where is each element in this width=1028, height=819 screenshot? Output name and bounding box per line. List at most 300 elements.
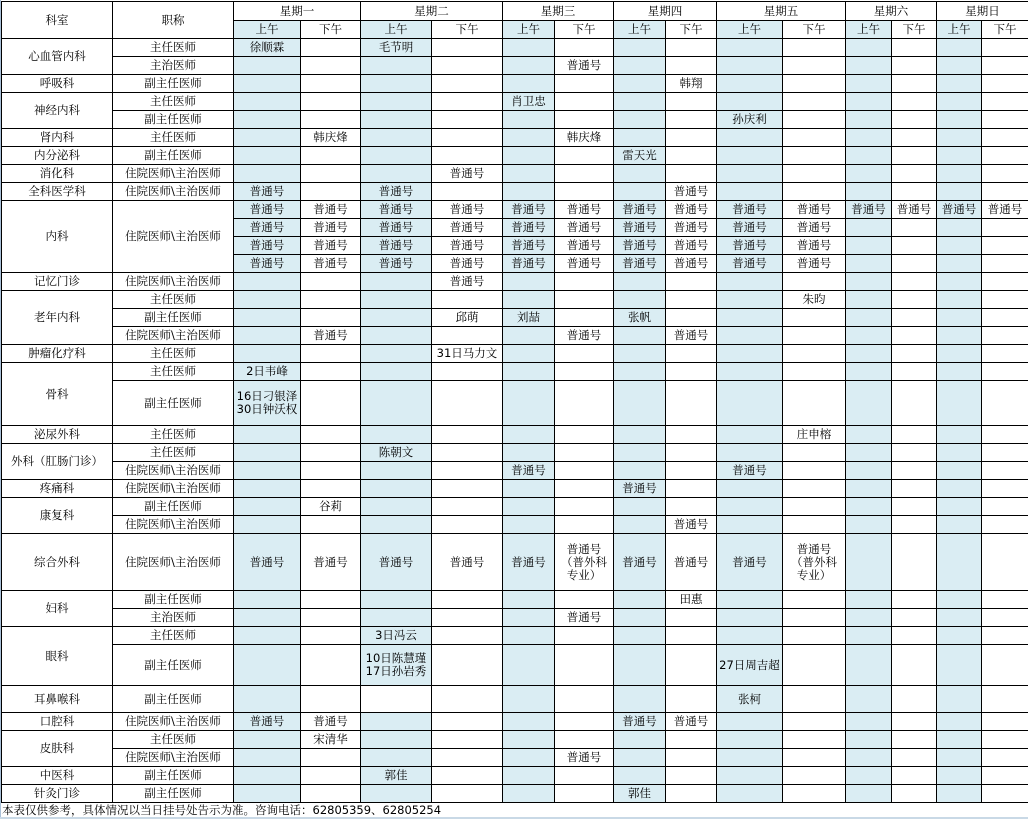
schedule-empty-cell	[892, 627, 937, 645]
schedule-entry: 普通号	[666, 237, 717, 255]
schedule-empty-cell	[717, 785, 783, 803]
table-row	[2, 767, 1028, 785]
table-row	[2, 201, 1028, 219]
header-am: 上午	[234, 21, 301, 39]
schedule-empty-cell	[937, 498, 982, 516]
schedule-entry: 普通号	[432, 534, 503, 591]
schedule-empty-cell	[937, 731, 982, 749]
schedule-empty-cell	[937, 627, 982, 645]
schedule-empty-cell	[666, 785, 717, 803]
table-row	[2, 609, 1028, 627]
schedule-entry: 普通号	[503, 534, 555, 591]
schedule-empty-cell	[432, 363, 503, 381]
schedule-empty-cell	[555, 93, 614, 111]
schedule-empty-cell	[846, 165, 892, 183]
schedule-entry: 普通号	[361, 201, 432, 219]
schedule-empty-cell	[783, 627, 846, 645]
schedule-table	[1, 1, 1028, 803]
schedule-empty-cell	[892, 273, 937, 291]
schedule-empty-cell	[666, 426, 717, 444]
title-cell: 住院医师\主治医师	[113, 749, 234, 767]
schedule-empty-cell	[301, 785, 361, 803]
schedule-empty-cell	[555, 75, 614, 93]
schedule-empty-cell	[717, 713, 783, 731]
schedule-empty-cell	[982, 462, 1028, 480]
schedule-empty-cell	[555, 309, 614, 327]
schedule-empty-cell	[432, 462, 503, 480]
schedule-empty-cell	[503, 129, 555, 147]
schedule-entry: 普通号	[503, 201, 555, 219]
dept-cell: 眼科	[2, 627, 113, 686]
table-row	[2, 785, 1028, 803]
schedule-empty-cell	[892, 749, 937, 767]
schedule-empty-cell	[614, 645, 666, 686]
schedule-empty-cell	[361, 291, 432, 309]
schedule-empty-cell	[982, 645, 1028, 686]
schedule-empty-cell	[982, 93, 1028, 111]
schedule-body	[2, 2, 1028, 803]
schedule-entry: 普通号	[982, 201, 1028, 219]
schedule-entry: 普通号	[301, 219, 361, 237]
schedule-entry: 普通号	[614, 201, 666, 219]
schedule-empty-cell	[361, 309, 432, 327]
schedule-empty-cell	[982, 39, 1028, 57]
schedule-empty-cell	[555, 165, 614, 183]
dept-cell: 内分泌科	[2, 147, 113, 165]
table-row	[2, 686, 1028, 713]
schedule-empty-cell	[666, 273, 717, 291]
schedule-empty-cell	[614, 291, 666, 309]
schedule-entry: 普通号	[783, 201, 846, 219]
schedule-empty-cell	[982, 111, 1028, 129]
schedule-empty-cell	[555, 462, 614, 480]
schedule-empty-cell	[937, 273, 982, 291]
schedule-entry: 韩庆烽	[555, 129, 614, 147]
schedule-empty-cell	[846, 444, 892, 462]
schedule-empty-cell	[555, 183, 614, 201]
schedule-empty-cell	[783, 498, 846, 516]
schedule-empty-cell	[503, 713, 555, 731]
schedule-empty-cell	[432, 645, 503, 686]
dept-cell: 记忆门诊	[2, 273, 113, 291]
schedule-empty-cell	[361, 686, 432, 713]
schedule-empty-cell	[301, 609, 361, 627]
schedule-empty-cell	[892, 444, 937, 462]
schedule-empty-cell	[555, 731, 614, 749]
schedule-empty-cell	[717, 345, 783, 363]
schedule-entry: 普通号	[503, 237, 555, 255]
schedule-empty-cell	[937, 767, 982, 785]
schedule-empty-cell	[301, 686, 361, 713]
schedule-empty-cell	[503, 426, 555, 444]
schedule-empty-cell	[361, 129, 432, 147]
schedule-empty-cell	[234, 75, 301, 93]
table-row	[2, 57, 1028, 75]
schedule-empty-cell	[301, 749, 361, 767]
schedule-entry: 普通号	[503, 462, 555, 480]
schedule-entry: 3日冯云	[361, 627, 432, 645]
schedule-empty-cell	[361, 111, 432, 129]
schedule-entry: 2日韦峰	[234, 363, 301, 381]
schedule-entry: 毛节明	[361, 39, 432, 57]
schedule-empty-cell	[614, 462, 666, 480]
title-cell: 主任医师	[113, 731, 234, 749]
schedule-empty-cell	[503, 731, 555, 749]
schedule-entry: 普通号	[301, 237, 361, 255]
schedule-entry: 庄申榕	[783, 426, 846, 444]
schedule-empty-cell	[432, 444, 503, 462]
schedule-empty-cell	[361, 147, 432, 165]
schedule-entry: 普通号	[301, 327, 361, 345]
schedule-empty-cell	[937, 444, 982, 462]
schedule-empty-cell	[892, 165, 937, 183]
schedule-empty-cell	[717, 426, 783, 444]
schedule-entry: 普通号	[432, 165, 503, 183]
schedule-empty-cell	[846, 462, 892, 480]
header-title: 职称	[113, 2, 234, 39]
schedule-empty-cell	[892, 39, 937, 57]
title-cell: 主任医师	[113, 345, 234, 363]
title-cell: 主任医师	[113, 444, 234, 462]
title-cell: 主任医师	[113, 291, 234, 309]
schedule-empty-cell	[503, 291, 555, 309]
schedule-empty-cell	[432, 731, 503, 749]
schedule-empty-cell	[234, 498, 301, 516]
schedule-empty-cell	[892, 462, 937, 480]
schedule-empty-cell	[614, 183, 666, 201]
schedule-entry: 普通号	[301, 201, 361, 219]
header-am: 上午	[361, 21, 432, 39]
schedule-empty-cell	[892, 111, 937, 129]
schedule-empty-cell	[717, 39, 783, 57]
schedule-entry: 普通号	[717, 534, 783, 591]
schedule-empty-cell	[234, 785, 301, 803]
schedule-empty-cell	[937, 426, 982, 444]
title-cell: 主任医师	[113, 129, 234, 147]
schedule-empty-cell	[937, 363, 982, 381]
schedule-entry: 普通号	[555, 201, 614, 219]
schedule-empty-cell	[666, 749, 717, 767]
dept-cell: 肾内科	[2, 129, 113, 147]
schedule-empty-cell	[234, 165, 301, 183]
schedule-empty-cell	[846, 627, 892, 645]
schedule-empty-cell	[666, 645, 717, 686]
schedule-empty-cell	[846, 111, 892, 129]
schedule-entry: 普通号	[614, 219, 666, 237]
schedule-empty-cell	[361, 381, 432, 426]
schedule-empty-cell	[666, 767, 717, 785]
schedule-empty-cell	[937, 591, 982, 609]
schedule-empty-cell	[783, 363, 846, 381]
schedule-entry: 孙庆利	[717, 111, 783, 129]
schedule-empty-cell	[503, 767, 555, 785]
schedule-entry: 普通号	[555, 327, 614, 345]
schedule-empty-cell	[666, 363, 717, 381]
schedule-entry: 普通号	[666, 219, 717, 237]
schedule-entry: 普通号	[717, 219, 783, 237]
schedule-entry: 张柯	[717, 686, 783, 713]
dept-cell: 皮肤科	[2, 731, 113, 767]
header-day: 星期六	[846, 2, 937, 21]
schedule-empty-cell	[937, 39, 982, 57]
dept-cell: 疼痛科	[2, 480, 113, 498]
schedule-empty-cell	[846, 57, 892, 75]
schedule-empty-cell	[892, 767, 937, 785]
schedule-empty-cell	[982, 291, 1028, 309]
schedule-empty-cell	[666, 462, 717, 480]
schedule-empty-cell	[503, 273, 555, 291]
schedule-empty-cell	[361, 345, 432, 363]
schedule-entry: 普通号	[432, 219, 503, 237]
schedule-entry: 31日马力文	[432, 345, 503, 363]
schedule-empty-cell	[614, 516, 666, 534]
schedule-empty-cell	[982, 57, 1028, 75]
schedule-empty-cell	[892, 516, 937, 534]
schedule-empty-cell	[982, 516, 1028, 534]
dept-cell: 消化科	[2, 165, 113, 183]
schedule-empty-cell	[234, 327, 301, 345]
dept-cell: 外科（肛肠门诊）	[2, 444, 113, 480]
schedule-empty-cell	[503, 749, 555, 767]
schedule-entry: 普通号	[361, 255, 432, 273]
schedule-entry: 普通号	[614, 480, 666, 498]
schedule-entry: 16日刁银泽 30日钟沃权	[234, 381, 301, 426]
schedule-empty-cell	[666, 498, 717, 516]
schedule-empty-cell	[432, 591, 503, 609]
schedule-entry: 普通号	[555, 255, 614, 273]
schedule-entry: 普通号	[234, 219, 301, 237]
title-cell: 住院医师\主治医师	[113, 165, 234, 183]
schedule-empty-cell	[666, 444, 717, 462]
table-row	[2, 498, 1028, 516]
schedule-entry: 郭佳	[614, 785, 666, 803]
schedule-entry: 普通号	[614, 713, 666, 731]
schedule-entry: 刘喆	[503, 309, 555, 327]
schedule-empty-cell	[783, 645, 846, 686]
table-row	[2, 363, 1028, 381]
schedule-empty-cell	[846, 75, 892, 93]
schedule-entry: 普通号	[361, 183, 432, 201]
schedule-empty-cell	[846, 785, 892, 803]
schedule-empty-cell	[555, 627, 614, 645]
schedule-empty-cell	[301, 426, 361, 444]
schedule-empty-cell	[783, 591, 846, 609]
schedule-empty-cell	[892, 591, 937, 609]
schedule-empty-cell	[846, 345, 892, 363]
schedule-empty-cell	[846, 686, 892, 713]
table-row	[2, 480, 1028, 498]
header-row-days	[2, 2, 1028, 21]
schedule-empty-cell	[937, 237, 982, 255]
schedule-empty-cell	[301, 767, 361, 785]
schedule-entry: 普通号	[432, 201, 503, 219]
schedule-empty-cell	[982, 327, 1028, 345]
schedule-empty-cell	[614, 627, 666, 645]
schedule-empty-cell	[937, 93, 982, 111]
schedule-entry: 张帆	[614, 309, 666, 327]
schedule-empty-cell	[614, 426, 666, 444]
schedule-empty-cell	[846, 183, 892, 201]
schedule-empty-cell	[783, 93, 846, 111]
schedule-empty-cell	[846, 219, 892, 237]
schedule-empty-cell	[301, 462, 361, 480]
schedule-entry: 普通号	[432, 273, 503, 291]
title-cell: 住院医师\主治医师	[113, 273, 234, 291]
dept-cell: 口腔科	[2, 713, 113, 731]
dept-cell: 妇科	[2, 591, 113, 627]
schedule-empty-cell	[846, 480, 892, 498]
schedule-empty-cell	[503, 363, 555, 381]
schedule-empty-cell	[555, 345, 614, 363]
schedule-entry: 普通号	[361, 219, 432, 237]
schedule-empty-cell	[783, 381, 846, 426]
schedule-empty-cell	[846, 291, 892, 309]
schedule-entry: 普通号	[783, 219, 846, 237]
header-day: 星期三	[503, 2, 614, 21]
schedule-empty-cell	[234, 444, 301, 462]
schedule-empty-cell	[432, 129, 503, 147]
title-cell: 住院医师\主治医师	[113, 462, 234, 480]
schedule-empty-cell	[937, 309, 982, 327]
schedule-empty-cell	[783, 749, 846, 767]
schedule-empty-cell	[717, 327, 783, 345]
schedule-empty-cell	[361, 516, 432, 534]
table-row	[2, 111, 1028, 129]
schedule-empty-cell	[717, 627, 783, 645]
schedule-empty-cell	[783, 273, 846, 291]
schedule-empty-cell	[892, 731, 937, 749]
schedule-empty-cell	[717, 57, 783, 75]
schedule-empty-cell	[666, 627, 717, 645]
schedule-empty-cell	[361, 713, 432, 731]
schedule-entry: 田惠	[666, 591, 717, 609]
schedule-empty-cell	[301, 291, 361, 309]
schedule-empty-cell	[234, 93, 301, 111]
schedule-entry: 宋清华	[301, 731, 361, 749]
dept-cell: 骨科	[2, 363, 113, 426]
schedule-entry: 普通号	[666, 327, 717, 345]
schedule-empty-cell	[717, 165, 783, 183]
schedule-empty-cell	[555, 713, 614, 731]
schedule-empty-cell	[982, 237, 1028, 255]
schedule-empty-cell	[432, 426, 503, 444]
schedule-entry: 普通号	[555, 609, 614, 627]
schedule-empty-cell	[892, 785, 937, 803]
schedule-empty-cell	[614, 591, 666, 609]
schedule-empty-cell	[234, 767, 301, 785]
schedule-empty-cell	[234, 749, 301, 767]
schedule-empty-cell	[937, 75, 982, 93]
schedule-empty-cell	[892, 291, 937, 309]
table-row	[2, 462, 1028, 480]
schedule-empty-cell	[614, 609, 666, 627]
schedule-empty-cell	[503, 609, 555, 627]
schedule-entry: 肖卫忠	[503, 93, 555, 111]
schedule-empty-cell	[892, 713, 937, 731]
schedule-empty-cell	[301, 591, 361, 609]
title-cell: 住院医师\主治医师	[113, 183, 234, 201]
schedule-empty-cell	[937, 516, 982, 534]
schedule-empty-cell	[234, 591, 301, 609]
schedule-empty-cell	[892, 327, 937, 345]
header-pm: 下午	[432, 21, 503, 39]
schedule-empty-cell	[555, 591, 614, 609]
title-cell: 副主任医师	[113, 767, 234, 785]
schedule-empty-cell	[717, 749, 783, 767]
dept-cell: 神经内科	[2, 93, 113, 129]
schedule-empty-cell	[614, 273, 666, 291]
schedule-entry: 普通号	[614, 255, 666, 273]
schedule-empty-cell	[361, 93, 432, 111]
schedule-entry: 普通号	[301, 713, 361, 731]
schedule-empty-cell	[432, 498, 503, 516]
schedule-empty-cell	[666, 309, 717, 327]
schedule-empty-cell	[846, 591, 892, 609]
schedule-empty-cell	[937, 165, 982, 183]
schedule-empty-cell	[234, 516, 301, 534]
schedule-empty-cell	[301, 39, 361, 57]
schedule-entry: 邱萌	[432, 309, 503, 327]
schedule-empty-cell	[432, 713, 503, 731]
title-cell: 副主任医师	[113, 498, 234, 516]
title-cell: 住院医师\主治医师	[113, 201, 234, 273]
schedule-empty-cell	[982, 273, 1028, 291]
schedule-empty-cell	[301, 381, 361, 426]
schedule-empty-cell	[846, 309, 892, 327]
schedule-empty-cell	[301, 111, 361, 129]
schedule-entry: 普通号	[783, 237, 846, 255]
schedule-empty-cell	[892, 534, 937, 591]
schedule-empty-cell	[846, 237, 892, 255]
schedule-empty-cell	[717, 591, 783, 609]
schedule-empty-cell	[503, 686, 555, 713]
schedule-empty-cell	[937, 129, 982, 147]
schedule-empty-cell	[301, 363, 361, 381]
schedule-entry: 朱昀	[783, 291, 846, 309]
schedule-empty-cell	[982, 255, 1028, 273]
schedule-empty-cell	[937, 57, 982, 75]
schedule-empty-cell	[982, 609, 1028, 627]
schedule-entry: 普通号	[234, 255, 301, 273]
schedule-empty-cell	[846, 767, 892, 785]
title-cell: 主治医师	[113, 57, 234, 75]
dept-cell: 肿瘤化疗科	[2, 345, 113, 363]
schedule-empty-cell	[846, 147, 892, 165]
dept-cell: 内科	[2, 201, 113, 273]
schedule-empty-cell	[783, 731, 846, 749]
schedule-empty-cell	[783, 75, 846, 93]
schedule-empty-cell	[234, 129, 301, 147]
schedule-empty-cell	[555, 147, 614, 165]
schedule-empty-cell	[783, 609, 846, 627]
table-row	[2, 183, 1028, 201]
schedule-empty-cell	[361, 75, 432, 93]
schedule-empty-cell	[361, 462, 432, 480]
table-row	[2, 309, 1028, 327]
schedule-empty-cell	[301, 147, 361, 165]
schedule-empty-cell	[503, 516, 555, 534]
schedule-empty-cell	[717, 444, 783, 462]
schedule-empty-cell	[982, 713, 1028, 731]
schedule-entry: 普通号 （普外科 专业）	[783, 534, 846, 591]
schedule-empty-cell	[937, 480, 982, 498]
title-cell: 住院医师\主治医师	[113, 713, 234, 731]
schedule-empty-cell	[234, 609, 301, 627]
schedule-empty-cell	[846, 363, 892, 381]
schedule-empty-cell	[783, 183, 846, 201]
schedule-empty-cell	[614, 686, 666, 713]
schedule-entry: 27日周吉超	[717, 645, 783, 686]
